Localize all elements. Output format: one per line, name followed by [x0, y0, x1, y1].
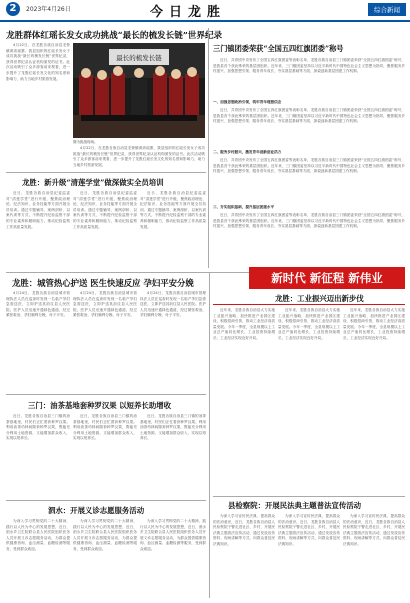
article-proc-col3: 为深入学习宣传民法典，提高群众的法治意识，近日，龙胜各族自治县人民检察院干警走进社区、乡村，开展民法典主题普法宣传活动，通过发放宣传资料、现场讲解等方式，向群众普及民法典知识。	[343, 514, 405, 546]
headline-record: 龙胜群体红瑶长发女成功挑战“最长的梳发长链”世界纪录	[6, 31, 223, 41]
article-sanmen-body-2: 近日，共青团中央发布了全国五四红旗团委等表彰名单，龙胜各族自治县三门镇团委荣获“全国五四红旗团委”称号，是我县首个获此殊荣的基层团组织。近年来，三门镇团委坚持以习近平新时代中国特色社会主义思想为指导，聚焦服务乡村振兴、加强思想引领、服务青年成长、夯实基层基础等方面，探索创新基层团建工作机制。	[213, 108, 405, 124]
article-proc-col1: 为深入学习宣传民法典，提高群众的法治意识，近日，龙胜各族自治县人民检察院干警走进社区、乡村，开展民法典主题普法宣传活动，通过发放宣传资料、现场讲解等方式，向群众普及民法典知识。	[213, 514, 275, 546]
headline-sanmen-youth: 三门镇团委荣获“全国五四红旗团委”称号	[213, 44, 344, 53]
article-industry-col2: 近年来，龙胜各族自治县大力实施工业振兴战略，加快推进产业园区建设，积极招商引资，推动工业经济高质量发展。今年一季度，全县规模以上工业总产值同比增长，工业投资持续增长，工业经济实现良好开局。	[278, 308, 340, 340]
article-study-body-col3: 近日，龙胜各族自治县纪委监委对“清莲学堂”进行升级，聚焦政治理论、纪法知识、业务技能等方面开展全员培训。通过专题辅导、案例剖析、以案代训等方式，不断提升纪检监察干部的专业素养和履职能力，推动纪检监察工作高质量发展。	[140, 191, 206, 229]
article-sili-col3: 为深入学习贯彻党的二十大精神，践行以人民为中心的发展思想，近日，泗水乡卫生院联合县人民医院组织医务人员开展义诊志愿服务活动，为群众提供健康咨询、血压测量、血糖检测等服务，受到群众欢迎。	[140, 519, 206, 551]
column-divider	[208, 28, 209, 268]
page-number: 2	[6, 2, 20, 16]
headline-county: 龙胜：城管热心护送 医生快速反应 孕妇平安分娩	[12, 278, 194, 288]
article-industry-col3: 近年来，龙胜各族自治县大力实施工业振兴战略，加快推进产业园区建设，积极招商引资，推动工业经济高质量发展。今年一季度，全县规模以上工业总产值同比增长，工业投资持续增长，工业经济实现良好开局。	[343, 308, 405, 340]
article-study-body-col1: 近日，龙胜各族自治县纪委监委对“清莲学堂”进行升级，聚焦政治理论、纪法知识、业务技能等方面开展全员培训。通过专题辅导、案例剖析、以案代训等方式，不断提升纪检监察干部的专业素养和履职能力，推动纪检监察工作高质量发展。	[6, 191, 70, 229]
headline-study: 龙胜：新升级“清莲学堂”做深做实全员培训	[22, 178, 164, 187]
article-county-col3: 4月24日，龙胜各族自治县城市管理执法人员在巡查时发现一名临产孕妇急需送医，立即护送其前往县人民医院。医护人员迅速开通绿色通道，经过紧张救治，孕妇顺利分娩，母子平安。	[140, 291, 206, 318]
section-tag: 综合新闻	[368, 3, 406, 16]
article-study-body-col2: 近日，龙胜各族自治县纪委监委对“清莲学堂”进行升级，聚焦政治理论、纪法知识、业务技能等方面开展全员培训。通过专题辅导、案例剖析、以案代训等方式，不断提升纪检监察干部的专业素养和履职能力，推动纪检监察工作高质量发展。	[73, 191, 137, 229]
sanmen-subheading-2: 二、服务乡村振兴，激发青年创新创业活力	[213, 150, 282, 154]
headline-industry: 龙胜：工业振兴迈出新步伐	[275, 294, 364, 303]
article-sanmen2-col2: 近日，龙胜各族自治县三门镇的油茶基地里，村民们正忙着套种罗汉果。利用油茶幼林间隙套种罗汉果，既能充分利用土地资源，又能增加群众收入，实现以短养长。	[73, 414, 137, 441]
headline-sili: 泗水：开展义诊志愿服务活动	[48, 506, 145, 515]
record-photo-caption: 图为挑战现场。	[73, 140, 98, 144]
article-sanmen-body: 近日，共青团中央发布了全国五四红旗团委等表彰名单，龙胜各族自治县三门镇团委荣获“全国五四红旗团委”称号，是我县首个获此殊荣的基层团组织。近年来，三门镇团委坚持以习近平新时代中国特色社会主义思想为指导，聚焦服务乡村振兴、加强思想引领、服务青年成长、夯实基层基础等方面，探索创新基层团建工作机制。	[213, 58, 405, 74]
issue-date: 2023年4月26日	[26, 6, 71, 13]
article-sanmen2-col3: 近日，龙胜各族自治县三门镇的油茶基地里，村民们正忙着套种罗汉果。利用油茶幼林间隙套种罗汉果，既能充分利用土地资源，又能增加群众收入，实现以短养长。	[140, 414, 206, 441]
row-divider	[6, 394, 206, 395]
newspaper-title: 今日龙胜	[150, 5, 227, 20]
row-divider	[6, 500, 206, 501]
article-proc-col2: 为深入学习宣传民法典，提高群众的法治意识，近日，龙胜各族自治县人民检察院干警走进社区、乡村，开展民法典主题普法宣传活动，通过发放宣传资料、现场讲解等方式，向群众普及民法典知识。	[278, 514, 340, 546]
article-sanmen2-col1: 近日，龙胜各族自治县三门镇的油茶基地里，村民们正忙着套种罗汉果。利用油茶幼林间隙套种罗汉果，既能充分利用土地资源，又能增加群众收入，实现以短养长。	[6, 414, 70, 441]
headline-sanmen-tea: 三门：油茶基地套种罗汉果 以短养长助增收	[28, 401, 171, 410]
article-sanmen-body-3: 近日，共青团中央发布了全国五四红旗团委等表彰名单，龙胜各族自治县三门镇团委荣获“全国五四红旗团委”称号，是我县首个获此殊荣的基层团组织。近年来，三门镇团委坚持以习近平新时代中国特色社会主义思想为指导，聚焦服务乡村振兴、加强思想引领、服务青年成长、夯实基层基础等方面，探索创新基层团建工作机制。	[213, 158, 405, 174]
record-photo	[73, 43, 205, 138]
article-sili-col2: 为深入学习贯彻党的二十大精神，践行以人民为中心的发展思想，近日，泗水乡卫生院联合县人民医院组织医务人员开展义诊志愿服务活动，为群众提供健康咨询、血压测量、血糖检测等服务，受到群众欢迎。	[73, 519, 137, 551]
photo-board-text: 最长的梳发长链	[116, 54, 162, 62]
headline-procuratorate: 县检察院：开展民法典主题普法宣传活动	[228, 501, 362, 510]
article-sanmen-body-4: 近日，共青团中央发布了全国五四红旗团委等表彰名单，龙胜各族自治县三门镇团委荣获“全国五四红旗团委”称号，是我县首个获此殊荣的基层团组织。近年来，三门镇团委坚持以习近平新时代中国特色社会主义思想为指导，聚焦服务乡村振兴、加强思想引领、服务青年成长、夯实基层基础等方面，探索创新基层团建工作机制。	[213, 213, 405, 229]
row-divider	[213, 496, 405, 497]
article-sili-col1: 为深入学习贯彻党的二十大精神，践行以人民为中心的发展思想，近日，泗水乡卫生院联合县人民医院组织医务人员开展义诊志愿服务活动，为群众提供健康咨询、血压测量、血糖检测等服务，受到群众欢迎。	[6, 519, 70, 551]
sanmen-subheading-1: 一、加强思想政治引领，筑牢青年理想信念	[213, 100, 282, 104]
column-divider	[209, 272, 210, 598]
theme-banner: 新时代 新征程 新伟业	[249, 267, 405, 289]
industry-rule	[213, 304, 405, 305]
article-record-body: 4月22日，在龙胜各族自治县龙脊镇黄洛瑶寨，我县组织的红瑶长发女子成功挑战“最长的梳发长链”世界纪录，获得世界纪录认证机构颁发的证书。此次活动吸引了众多游客前来观看，进一步提升了龙胜红瑶长发文化的知名度和影响力，助力当地乡村旅游发展。	[6, 43, 70, 81]
masthead-rule	[0, 20, 410, 22]
row-divider	[6, 172, 206, 173]
article-record-body-cont: 4月22日，在龙胜各族自治县龙脊镇黄洛瑶寨，我县组织的红瑶长发女子成功挑战“最长的梳发长链”世界纪录，获得世界纪录认证机构颁发的证书。此次活动吸引了众多游客前来观看，进一步提升了龙胜红瑶长发文化的知名度和影响力，助力当地乡村旅游发展。	[73, 146, 205, 167]
sanmen-subheading-3: 三、夯实组织基础，提升基层团建水平	[213, 205, 275, 209]
masthead	[0, 0, 410, 22]
article-county-col1: 4月24日，龙胜各族自治县城市管理执法人员在巡查时发现一名临产孕妇急需送医，立即护送其前往县人民医院。医护人员迅速开通绿色通道，经过紧张救治，孕妇顺利分娩，母子平安。	[6, 291, 70, 318]
article-county-col2: 4月24日，龙胜各族自治县城市管理执法人员在巡查时发现一名临产孕妇急需送医，立即护送其前往县人民医院。医护人员迅速开通绿色通道，经过紧张救治，孕妇顺利分娩，母子平安。	[73, 291, 137, 318]
article-industry-col1: 近年来，龙胜各族自治县大力实施工业振兴战略，加快推进产业园区建设，积极招商引资，推动工业经济高质量发展。今年一季度，全县规模以上工业总产值同比增长，工业投资持续增长，工业经济实现良好开局。	[213, 308, 275, 340]
